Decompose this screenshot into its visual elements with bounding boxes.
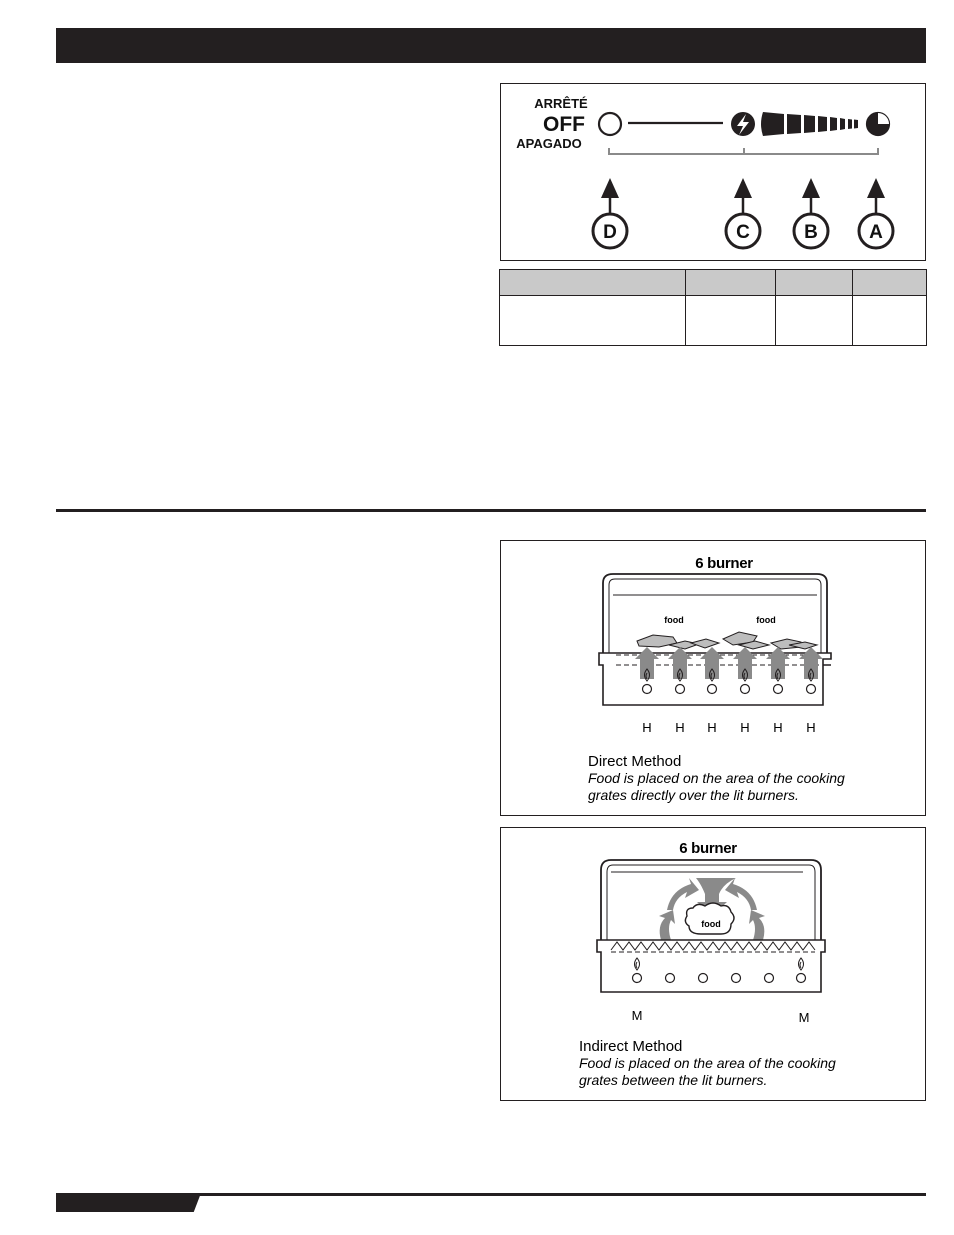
indirect-title: 6 burner bbox=[679, 840, 737, 857]
footer-tab bbox=[56, 1193, 201, 1212]
arrow-c bbox=[726, 178, 760, 248]
food-label: food bbox=[756, 615, 776, 625]
label-c: C bbox=[736, 222, 750, 243]
off-label-fr: ARRÊTÉ bbox=[534, 96, 588, 111]
label-a: A bbox=[869, 222, 883, 243]
knob-setting-table bbox=[499, 269, 927, 346]
heat-label: M bbox=[631, 1008, 643, 1023]
arrow-d bbox=[593, 178, 627, 248]
arrow-b bbox=[794, 178, 828, 248]
direct-grill-illustration bbox=[501, 541, 924, 814]
indirect-method-description-line2: grates between the lit burners. bbox=[579, 1072, 768, 1088]
heat-label: H bbox=[707, 720, 717, 735]
table-cell bbox=[776, 295, 853, 345]
position-bracket bbox=[609, 148, 878, 154]
direct-method-description-line2: grates directly over the lit burners. bbox=[588, 787, 799, 803]
table-cell bbox=[686, 295, 776, 345]
heat-label: H bbox=[806, 720, 816, 735]
table-header-cell bbox=[776, 270, 853, 296]
heat-label: H bbox=[642, 720, 652, 735]
direct-title: 6 burner bbox=[695, 555, 753, 572]
table-header-cell bbox=[500, 270, 686, 296]
table-row bbox=[500, 295, 927, 345]
off-label-es: APAGADO bbox=[516, 136, 582, 151]
indirect-method-description-line1: Food is placed on the area of the cooking bbox=[579, 1055, 836, 1071]
heat-label: H bbox=[740, 720, 750, 735]
heat-label: H bbox=[675, 720, 685, 735]
lightning-icon bbox=[731, 112, 755, 136]
knob-setting-graphic bbox=[501, 84, 924, 259]
label-b: B bbox=[804, 222, 818, 243]
indirect-grill-illustration bbox=[501, 828, 924, 1099]
section-divider bbox=[56, 509, 926, 512]
heat-label: H bbox=[773, 720, 783, 735]
food-label: food bbox=[664, 615, 684, 625]
knob-setting-diagram bbox=[500, 83, 926, 261]
direct-method-title: Direct Method bbox=[588, 753, 682, 770]
label-d: D bbox=[603, 222, 617, 243]
grill-firebox bbox=[597, 940, 825, 992]
direct-method-description-line1: Food is placed on the area of the cooking bbox=[588, 770, 845, 786]
direct-method-diagram bbox=[500, 540, 926, 816]
table-cell bbox=[500, 295, 686, 345]
heat-labels bbox=[642, 720, 815, 735]
table-header-cell bbox=[686, 270, 776, 296]
table-header-cell bbox=[853, 270, 927, 296]
table-cell bbox=[853, 295, 927, 345]
food-label: food bbox=[701, 919, 721, 929]
indirect-method-diagram bbox=[500, 827, 926, 1101]
off-label-en: OFF bbox=[543, 113, 585, 136]
section-header-bar bbox=[56, 28, 926, 63]
food-item bbox=[685, 903, 734, 934]
heat-range-bar bbox=[761, 112, 858, 136]
food-items bbox=[637, 632, 817, 649]
heat-label: M bbox=[798, 1010, 810, 1025]
indirect-method-title: Indirect Method bbox=[579, 1038, 683, 1055]
burner-knob-icon bbox=[867, 113, 889, 135]
arrow-a bbox=[859, 178, 893, 248]
table-header-row bbox=[500, 270, 927, 296]
off-position-icon bbox=[599, 113, 621, 135]
